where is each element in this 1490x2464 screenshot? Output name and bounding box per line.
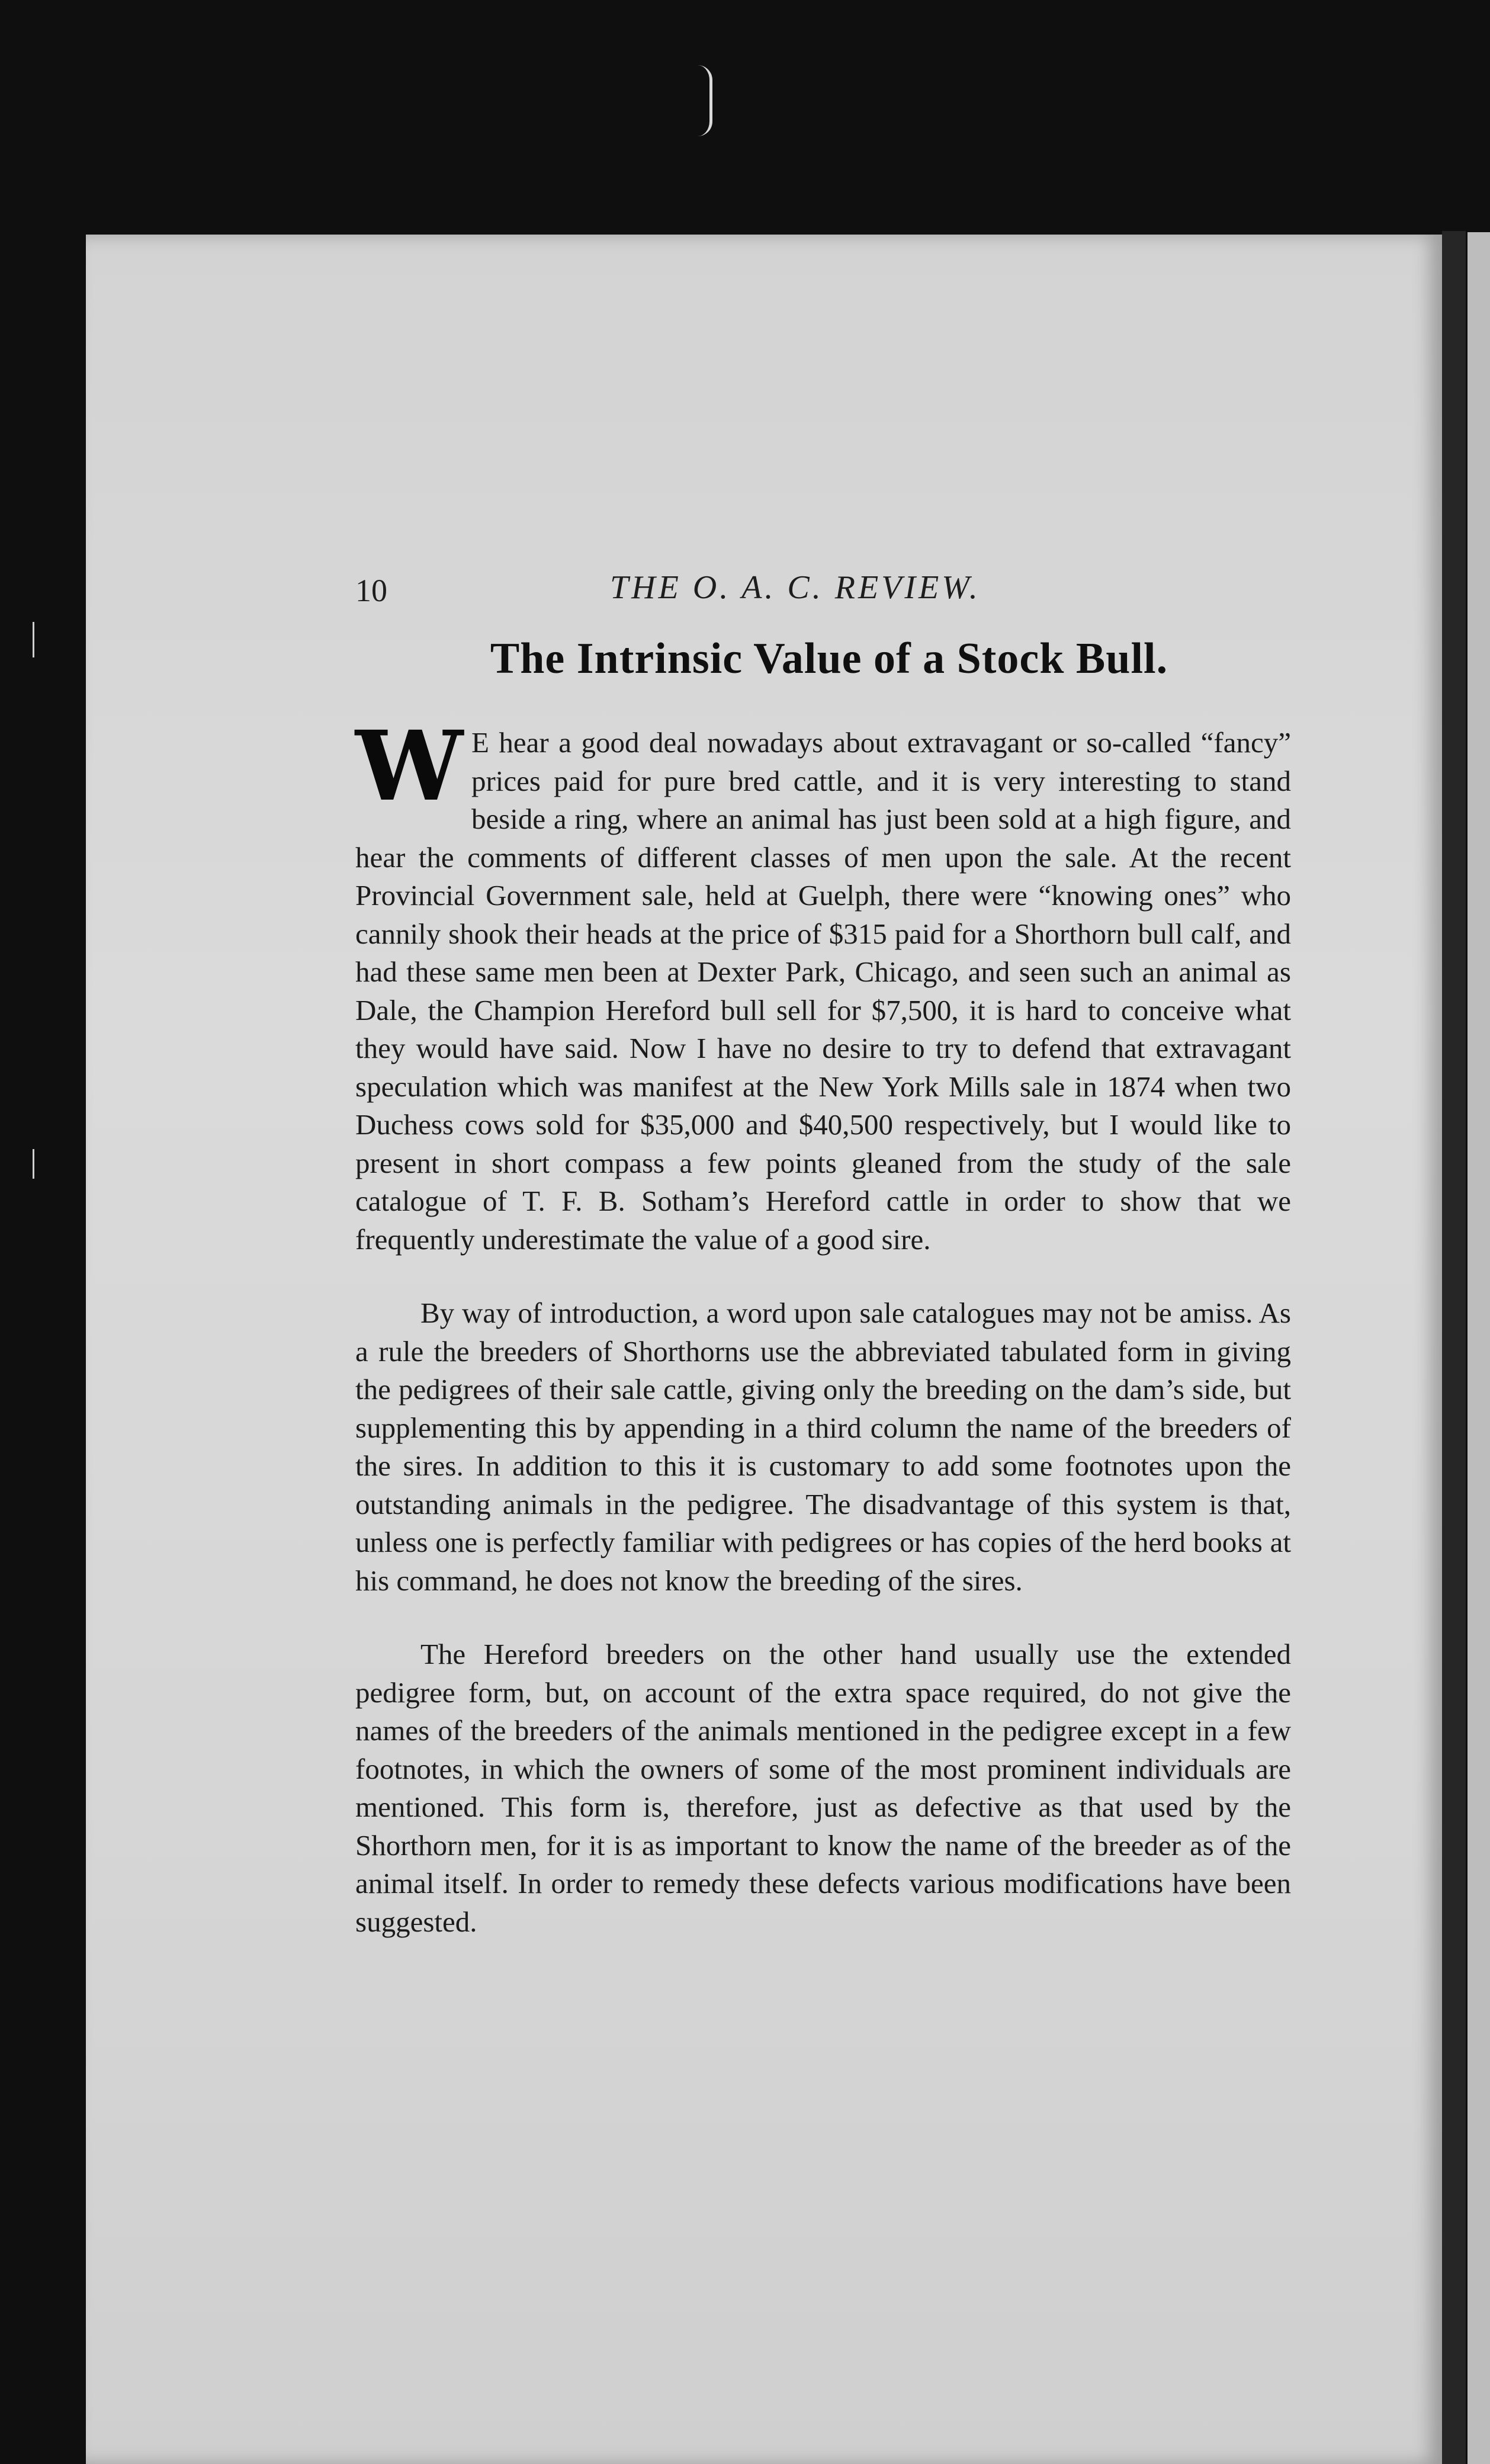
scan-speck (33, 1149, 34, 1179)
gutter-shadow (1442, 231, 1466, 2464)
running-head (355, 569, 1421, 620)
paragraph-1-text: E hear a good deal nowadays about extravagant or so-called “fancy” prices paid for pure bred cattle, and it is very interesting to stand beside a ring, where an animal has just been sold at a high figure, and hear the comments of different classes of men upon the sale. At the recent Provincial Government sale, held at Guelph, there were “knowing ones” who cannily shook their heads at the price of $315 paid for a Shorthorn bull calf, and had these same men been at Dexter Park, Chicago, and seen such an animal as Dale, the Champion Hereford bull sell for $7,500, it is hard to conceive what they would have said. Now I have no desire to try to defend that extravagant speculation which was manifest at the New York Mills sale in 1874 when two Duchess cows sold for $35,000 and $40,500 respectively, but I would like to present in short compass a few points gleaned from the study of the sale catalogue of T. F. B. Sotham’s Hereford cattle in order to show that we frequently underestimate the value of a good sire. (355, 726, 1291, 1256)
scan-artifact (698, 65, 712, 136)
adjacent-page-edge (1467, 232, 1490, 2464)
article-body (355, 710, 1291, 1941)
page-number: 10 (355, 573, 387, 608)
article-title: The Intrinsic Value of a Stock Bull. (490, 634, 1168, 683)
paragraph-3: The Hereford breeders on the other hand usually use the extended pedigree form, but, on account of the extra space required, do not give the names of the breeders of the animals mentioned in the pedigree except in a few footnotes, in which the owners of some of the most prominent individuals are mentioned. This form is, therefore, just as defective as that used by the Shorthorn men, for it is as important to know the name of the breeder as of the animal itself. In order to remedy these defects various modifications have been suggested. (355, 1638, 1291, 1938)
drop-cap: W (355, 710, 463, 823)
paragraph-2: By way of introduction, a word upon sale catalogues may not be amiss. As a rule the breeders of Shorthorns use the abbreviated tabulated form in giving the pedigrees of their sale cattle, giving only the breeding on the dam’s side, but supplementing this by appending in a third column the name of the breeders of the sires. In addition to this it is customary to add some footnotes upon the outstanding animals in the pedigree. The disadvantage of this system is that, unless one is perfectly familiar with pedigrees or has copies of the herd books at his command, he does not know the breeding of the sires. (355, 1297, 1291, 1597)
scan-speck (33, 622, 34, 657)
paragraph-1 (355, 710, 1291, 1259)
journal-title: THE O. A. C. REVIEW. (610, 569, 981, 606)
